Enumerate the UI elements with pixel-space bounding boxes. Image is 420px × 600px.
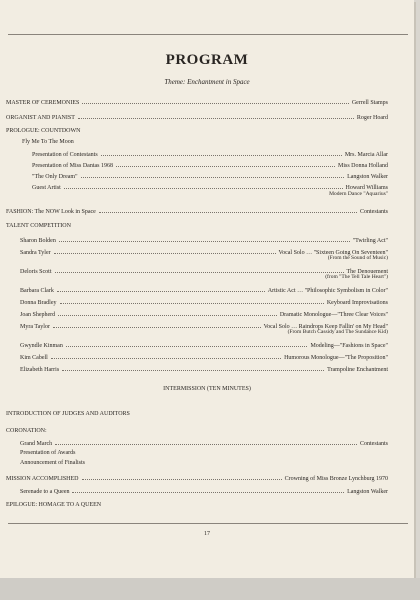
talent-row-3: Deloris Scott The Denouement — [20, 269, 388, 275]
master-of-ceremonies-row: MASTER OF CEREMONIES Gerrell Stamps — [6, 100, 388, 106]
guest-artist-subtitle: Modern Dance "Aquarius" — [329, 191, 388, 197]
fly-me-item: Fly Me To The Moon — [22, 139, 74, 145]
program-theme: Theme: Enchantment in Space — [164, 78, 250, 86]
talent-row-7: Myra Taylor Vocal Solo … Raindrops Keep Fallin' on My Head" — [20, 324, 388, 330]
talent-row-9: Kim Cabell Humorous Monologue—"The Proposition" — [20, 355, 388, 361]
prologue-heading: PROLOGUE: COUNTDOWN — [6, 128, 81, 134]
talent-row-6: Joan Shepherd Dramatic Monologue—"Three Clear Voices" — [20, 312, 388, 318]
talent-row-4: Barbara Clark Artistic Act … "Philosophic Symbolism in Color" — [20, 288, 388, 294]
serenade-row: Serenade to a Queen Langston Walker — [20, 489, 388, 495]
page-number: 17 — [204, 531, 210, 537]
top-rule — [8, 34, 408, 35]
talent-row-2-subtitle: (From the Sound of Music) — [327, 255, 388, 261]
grand-march-row: Grand March Contestants — [20, 441, 388, 447]
bottom-rule — [8, 523, 408, 524]
talent-heading: TALENT COMPETITION — [6, 223, 71, 229]
fashion-row: FASHION: The NOW Look in Space Contestants — [6, 209, 388, 215]
scan-background — [0, 578, 420, 600]
talent-row-2: Sandra Tyler Vocal Solo … "Sixteen Going On Seventeen" — [20, 250, 388, 256]
talent-row-3-subtitle: (from "The Tell Tale Heart") — [325, 274, 388, 280]
only-dream-row: "The Only Dream" Langston Walker — [32, 174, 388, 180]
guest-artist-row: Guest Artist Howard Williams — [32, 185, 388, 191]
page-title: PROGRAM — [165, 52, 249, 68]
talent-row-10: Elizabeth Harris Trampoline Enchantment — [20, 367, 388, 373]
presentation-contestants-row: Presentation of Contestants Mrs. Marcia Allar — [32, 152, 388, 158]
epilogue-heading: EPILOGUE: HOMAGE TO A QUEEN — [6, 502, 102, 508]
talent-row-5: Donna Bradley Keyboard Improvisations — [20, 300, 388, 306]
finalists-item: Announcement of Finalists — [20, 460, 85, 466]
talent-row-7-subtitle: (From Butch Cassidy and The Sundance Kid) — [287, 329, 388, 335]
judges-heading: INTRODUCTION OF JUDGES AND AUDITORS — [6, 411, 130, 417]
awards-item: Presentation of Awards — [20, 450, 76, 456]
presentation-miss-dantas-row: Presentation of Miss Dantas 1968 Miss Donna Holland — [32, 163, 388, 169]
talent-row-8: Gwyndle Kinman Modeling—"Fashions in Space" — [20, 343, 388, 349]
talent-row-1: Sharon Bolden "Twirling Act" — [20, 238, 388, 244]
coronation-heading: CORONATION: — [6, 428, 47, 434]
mission-accomplished-row: MISSION ACCOMPLISHED Crowning of Miss Bronze Lynchburg 1970 — [6, 476, 388, 482]
organist-row: ORGANIST AND PIANIST Roger Hoard — [6, 115, 388, 121]
intermission-heading: INTERMISSION (TEN MINUTES) — [163, 386, 251, 392]
